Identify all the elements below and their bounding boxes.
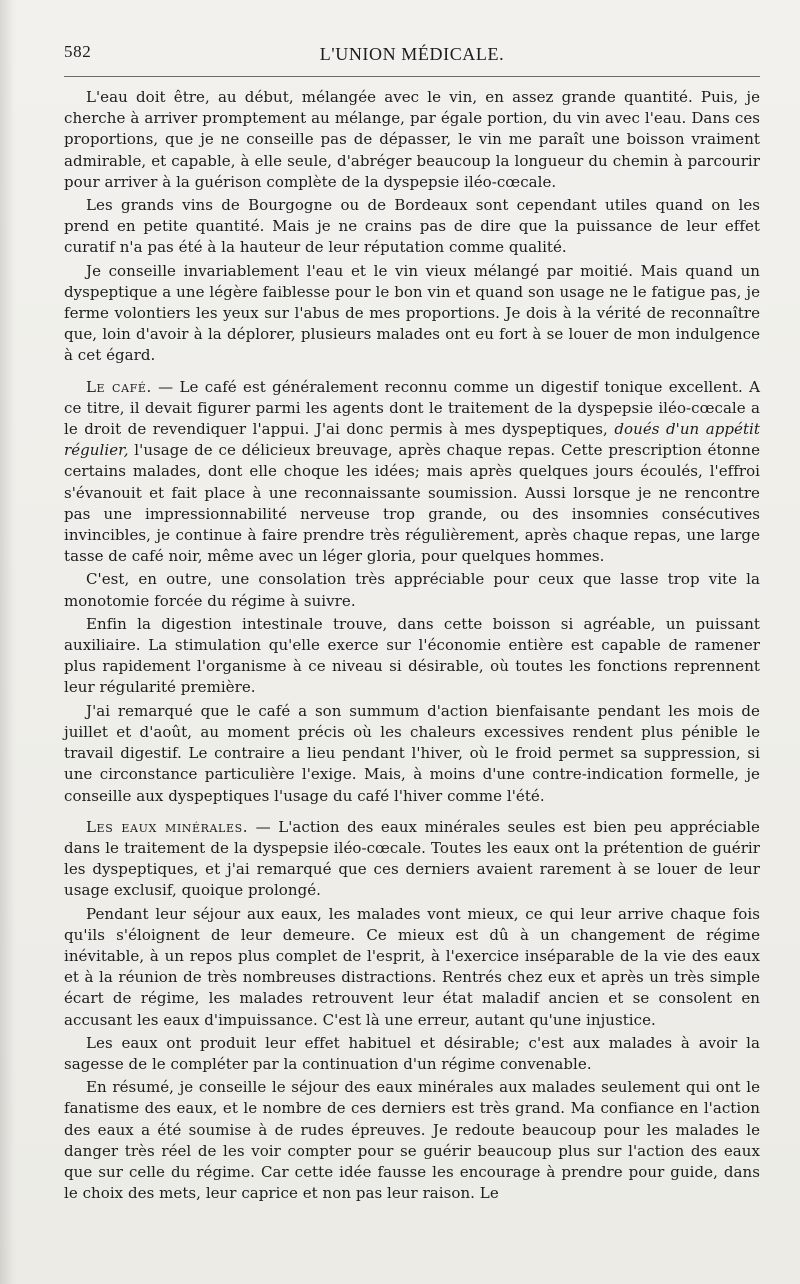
- paragraph-cafe-seasons: J'ai remarqué que le café a son summum d'action bienfaisante pendant les mois de juillet et d'août, au moment précis où les chaleurs excessives rendent plus pénible le travail digestif. Le contraire a lieu pendant l'hiver, où le froid permet sa suppression, si une circonstance particulière l'exige. Mais, à moins d'une contre-indication formelle, je conseille aux dyspeptiques l'usage du café l'hiver comme l'été.: [64, 701, 760, 805]
- paragraph-eaux-intro: [64, 817, 760, 902]
- paragraph-eaux-stay: Pendant leur séjour aux eaux, les malades vont mieux, ce qui leur arrive chaque fois qu'ils s'éloignent de leur demeure. Ce mieux est dû à un changement de régime inévitable, à un repos plus complet de l'esprit, à l'exercice inséparable de la vie des eaux et à la réunion de très nombreuses distractions. Rentrés chez eux et après un très simple écart de régime, les malades retrouvent leur état maladif ancien et se consolent en accusant les eaux d'impuissance. C'est là une erreur, autant qu'une injustice.: [64, 904, 760, 1029]
- paragraph-eaux-effect: Les eaux ont produit leur effet habituel et désirable; c'est aux malades à avoir la sagesse de le compléter par la continuation d'un régime convenable.: [64, 1033, 760, 1073]
- eaux-intro-text: — L'action des eaux minérales seules est bien peu appréciable dans le traitement de la dyspepsie iléo-cœcale. Toutes les eaux ont la prétention de guérir les dyspeptiques, et j'ai remarqué que ces derniers avaient rarement à se louer de leur usage exclusif, quoique prolongé.: [64, 817, 760, 900]
- paragraph-cafe-consolation: C'est, en outre, une consolation très appréciable pour ceux que lasse trop vite la monotomie forcée du régime à suivre.: [64, 570, 760, 610]
- journal-title: L'UNION MÉDICALE.: [319, 43, 505, 64]
- section-title-cafe: Le café.: [86, 377, 152, 396]
- cafe-intro-emphasis: doués d'un appétit régulier,: [64, 420, 760, 460]
- cafe-intro-text-b: l'usage de ce délicieux breuvage, après chaque repas. Cette prescription étonne certains malades, dont elle choque les idées; mais après quelques jours écoulés, l'effroi s'évanouit et fait place à une reconnaissante soumission. Aussi lorsque je ne rencontre pas une impressionnabilité nerveuse trop grande, ou des insomnies consécutives invincibles, je continue à faire prendre très régulièrement, après chaque repas, une large tasse de café noir, même avec un léger gloria, pour quelques hommes.: [64, 441, 760, 566]
- paragraph-eaux-summary: En résumé, je conseille le séjour des eaux minérales aux malades seulement qui ont le fanatisme des eaux, et le nombre de ces derniers est très grand. Ma confiance en l'action des eaux a été soumise à de rudes épreuves. Je redoute beaucoup pour les malades le danger très réel de les voir compter pour se guérir beaucoup plus sur l'action des eaux que sur celle du régime. Car cette idée fausse les encourage à prendre pour guide, dans le choix des mets, leur caprice et non pas leur raison. Le: [64, 1078, 760, 1203]
- paragraph-cafe-digestion: Enfin la digestion intestinale trouve, dans cette boisson si agréable, un puissant auxiliaire. La stimulation qu'elle exerce sur l'économie entière est capable de ramener plus rapidement l'organisme à ce niveau si désirable, où toutes les fonctions reprennent leur régularité première.: [64, 614, 760, 697]
- article-body: [64, 87, 760, 1204]
- paragraph-wine-mixing: L'eau doit être, au début, mélangée avec le vin, en assez grande quantité. Puis, je cherche à arriver promptement au mélange, par égale portion, du vin avec l'eau. Dans ces proportions, que je ne conseille pas de dépasser, le vin me paraît une boisson vraiment admirable, et capable, à elle seule, d'abréger beaucoup la longueur du chemin à parcourir pour arriver à la guérison complète de la dyspepsie iléo-cœcale.: [64, 88, 760, 191]
- page-fold-shadow: [0, 0, 14, 1284]
- section-title-eaux: Les eaux minérales.: [86, 817, 249, 836]
- paragraph-cafe-intro: [64, 377, 760, 568]
- header-rule: [64, 76, 760, 77]
- page-header: [64, 36, 760, 72]
- paragraph-great-wines: Les grands vins de Bourgogne ou de Bordeaux sont cependant utiles quand on les prend en petite quantité. Mais je ne crains pas de dire que la puissance de leur effet curatif n'a pas été à la hauteur de leur réputation comme qualité.: [64, 196, 760, 257]
- paragraph-wine-advice: Je conseille invariablement l'eau et le vin vieux mélangé par moitié. Mais quand un dyspeptique a une légère faiblesse pour le bon vin et quand son usage ne le fatigue pas, je ferme volontiers les yeux sur l'abus de mes proportions. Je dois à la vérité de reconnaître que, loin d'avoir à la déplorer, plusieurs malades ont eu fort à se louer de mon indulgence à cet égard.: [64, 261, 760, 365]
- page-number: 582: [64, 42, 92, 61]
- cafe-intro-text-a: — Le café est généralement reconnu comme un digestif tonique excellent. A ce titre, il devait figurer parmi les agents dont le traitement de la dyspepsie iléo-cœcale a le droit de revendiquer l'appui. J'ai donc permis à mes dyspeptiques,: [64, 377, 760, 439]
